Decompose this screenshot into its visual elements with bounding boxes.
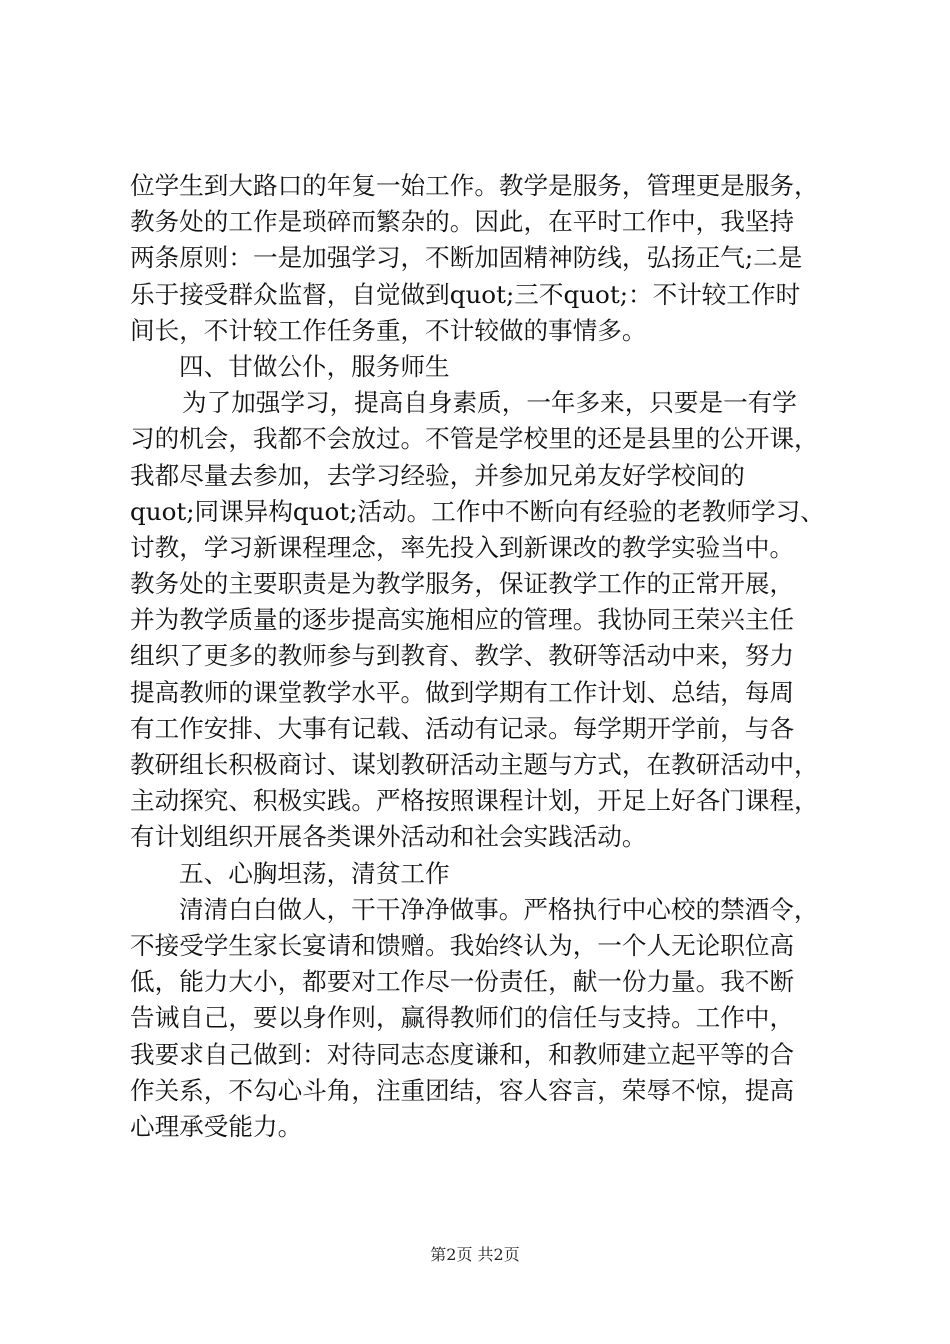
body-line: 习的机会，我都不会放过。不管是学校里的还是县里的公开课， (130, 424, 819, 454)
body-line: 主动探究、积极实践。严格按照课程计划，开足上好各门课程， (130, 786, 819, 816)
document-body (130, 168, 830, 1145)
page-number-footer: 第2页 共2页 (430, 1245, 520, 1264)
body-line: 低，能力大小，都要对工作尽一份责任，献一份力量。我不断 (130, 967, 795, 997)
section-heading: 五、心胸坦荡，清贫工作 (179, 858, 450, 888)
body-line: 教研组长积极商讨、谋划教研活动主题与方式，在教研活动中， (130, 750, 819, 779)
body-line: 作关系，不勾心斗角，注重团结，容人容言，荣辱不惊，提高 (130, 1075, 795, 1105)
body-line: 乐于接受群众监督，自觉做到quot;三不quot;：不计较工作时 (130, 279, 801, 309)
body-line: 有计划组织开展各类课外活动和社会实践活动。 (130, 822, 647, 852)
body-line: 不接受学生家长宴请和馈赠。我始终认为，一个人无论职位高 (130, 930, 795, 960)
paragraph-start-line: 清清白白做人，干干净净做事。严格执行中心校的禁酒令， (179, 894, 819, 924)
paragraph-start-line: 为了加强学习，提高自身素质，一年多来，只要是一有学 (182, 388, 797, 418)
body-line: 讨教，学习新课程理念，率先投入到新课改的教学实验当中。 (130, 532, 795, 562)
body-line: 教务处的主要职责是为教学服务，保证教学工作的正常开展， (130, 569, 795, 599)
body-line: 告诫自己，要以身作则，赢得教师们的信任与支持。工作中， (130, 1003, 795, 1033)
body-line: 并为教学质量的逐步提高实施相应的管理。我协同王荣兴主任 (130, 605, 795, 635)
body-line: 我要求自己做到：对待同志态度谦和，和教师建立起平等的合 (130, 1039, 795, 1069)
body-line: 心理承受能力。 (130, 1111, 303, 1141)
body-line: 位学生到大路口的年复一始工作。教学是服务，管理更是服务， (130, 171, 819, 200)
body-line: 提高教师的课堂教学水平。做到学期有工作计划、总结，每周 (130, 677, 795, 707)
section-heading: 四、甘做公仆，服务师生 (179, 351, 450, 381)
body-line: 有工作安排、大事有记载、活动有记录。每学期开学前，与各 (130, 713, 795, 743)
body-line: 我都尽量去参加，去学习经验，并参加兄弟友好学校间的 (130, 460, 745, 490)
body-line: 教务处的工作是琐碎而繁杂的。因此，在平时工作中，我坚持 (130, 207, 795, 237)
body-line: 组织了更多的教师参与到教育、教学、教研等活动中来，努力 (130, 641, 795, 671)
body-line: quot;同课异构quot;活动。工作中不断向有经验的老教师学习、 (130, 496, 825, 526)
body-line: 间长，不计较工作任务重，不计较做的事情多。 (130, 315, 647, 345)
body-line: 两条原则：一是加强学习，不断加固精神防线，弘扬正气;二是 (130, 243, 803, 273)
